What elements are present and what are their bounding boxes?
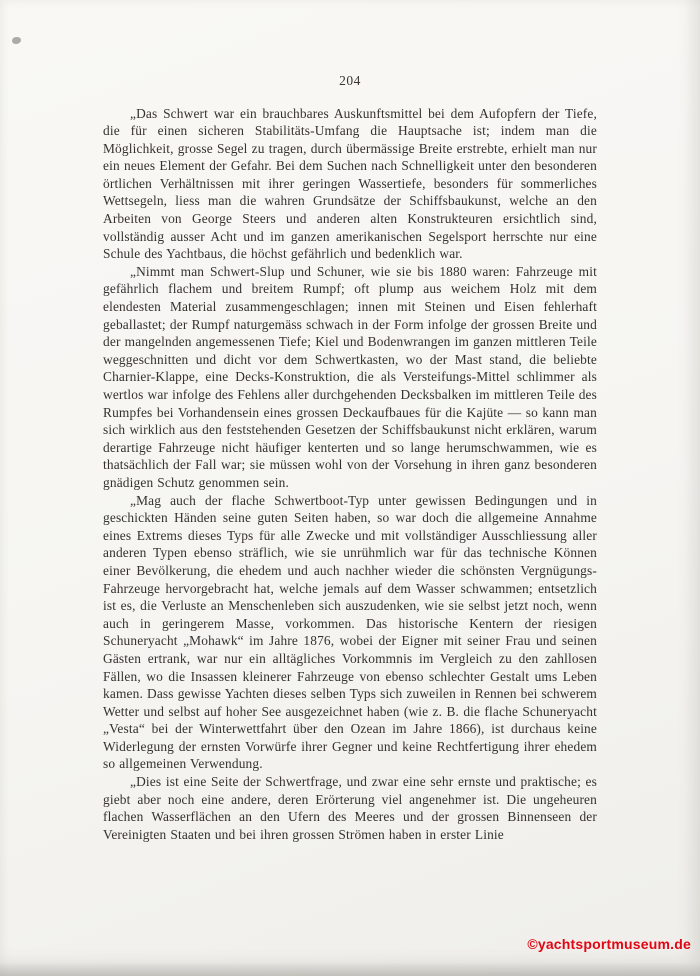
watermark: ©yachtsportmuseum.de — [527, 936, 691, 952]
paragraph-4: „Dies ist eine Seite der Schwertfrage, und zwar eine sehr ernste und praktische; es giebt aber noch eine andere, deren Erörterung viel angenehmer ist. Die ungeheuren flachen Wasserflächen an den Ufern des Meeres und der grossen Binnenseen der Vereinigten Staaten und bei ihren grossen Strömen haben in erster Linie — [103, 774, 597, 842]
paragraph-2: „Nimmt man Schwert-Slup und Schuner, wie sie bis 1880 waren: Fahrzeuge mit gefährlich flachem und breitem Rumpf; oft plump aus weichem Holz mit dem elendesten Material zusammengeschlagen; innen mit Steinen und Eisen fehlerhaft geballastet; der Rumpf naturgemäss schwach in der Form infolge der grossen Breite und der mangelnden angemessenen Tiefe; Kiel und Bodenwrangen im ganzen mittleren Teile weggeschnitten und dicht vor dem Schwertkasten, wo der Mast stand, die beliebte Charnier-Klappe, eine Decks-Konstruktion, die als Versteifungs-Mittel schlimmer als wertlos war infolge des Fehlens aller durchgehenden Decksbalken im mittleren Teile des Rumpfes bei Vorhandensein eines grossen Deckaufbaues für die Kajüte — so kann man sich wirklich aus den feststehenden Gesetzen der Schiffsbaukunst nicht erklären, warum derartige Fahrzeuge nicht häufiger kenterten und so lange herumschwammen, wie es thatsächlich der Fall war; sie müssen wohl von der Vorsehung in ihren ganz besonderen gnädigen Schutz genommen sein. — [103, 263, 597, 490]
page-number: 204 — [339, 73, 361, 88]
paragraph-1: „Das Schwert war ein brauchbares Auskunftsmittel bei dem Aufopfern der Tiefe, die für einen sicheren Stabilitäts-Umfang die Hauptsache ist; indem man die Möglichkeit, grosse Segel zu tragen, durch übermässige Breite erstrebte, erhielt man nur ein neues Element der Gefahr. Bei dem Suchen nach Schnelligkeit unter den besonderen örtlichen Verhältnissen mit ihrer geringen Wassertiefe, besonders für sommerliches Wettsegeln, liess man die wahren Grundsätze der Schiffsbaukunst, welche an den Arbeiten von George Steers und anderen alten Konstrukteuren ersichtlich sind, vollständig ausser Acht und im ganzen amerikanischen Segelsport herrschte nur eine Schule des Yachtbaus, die höchst gefährlich und bedenklich war. — [103, 105, 597, 262]
paragraph-3: „Mag auch der flache Schwertboot-Typ unter gewissen Bedingungen und in geschickten Händen seine guten Seiten haben, so war doch die allgemeine Annahme eines Extrems dieses Typs für alle Zwecke und mit vollständiger Ausschliessung aller anderen Typen ebenso sträflich, wie sie unrühmlich war für das technische Können einer Bevölkerung, die ehedem und auch nachher wieder die schönsten Vergnügungs-Fahrzeuge hervorgebracht hat, welche jemals auf dem Wasser schwammen; entsetzlich ist es, die Verluste an Menschenleben sich auszudenken, wie sie selbst jetzt noch, wenn auch in geringerem Masse, vorkommen. Das historische Kentern der riesigen Schuneryacht „Mohawk“ im Jahre 1876, wobei der Eigner mit seiner Frau und seinen Gästen ertrank, war nur ein alltägliches Vorkommnis im Vergleich zu den zahllosen Fällen, wo die Insassen kleinerer Fahrzeuge von ebenso schlechter Gestalt ums Leben kamen. Dass gewisse Yachten dieses selben Typs sich zuweilen in Rennen bei schwerem Wetter und selbst auf hoher See ausgezeichnet haben (wie z. B. die flache Schuneryacht „Vesta“ bei der Winterwettfahrt über den Ozean im Jahre 1866), ist durchaus keine Widerlegung der ernsten Vorwürfe ihrer Gegner und keine Rechtfertigung ihrer ehedem so allgemeinen Verwendung. — [103, 492, 597, 772]
text-block — [103, 105, 597, 844]
scan-artifact — [12, 37, 21, 44]
